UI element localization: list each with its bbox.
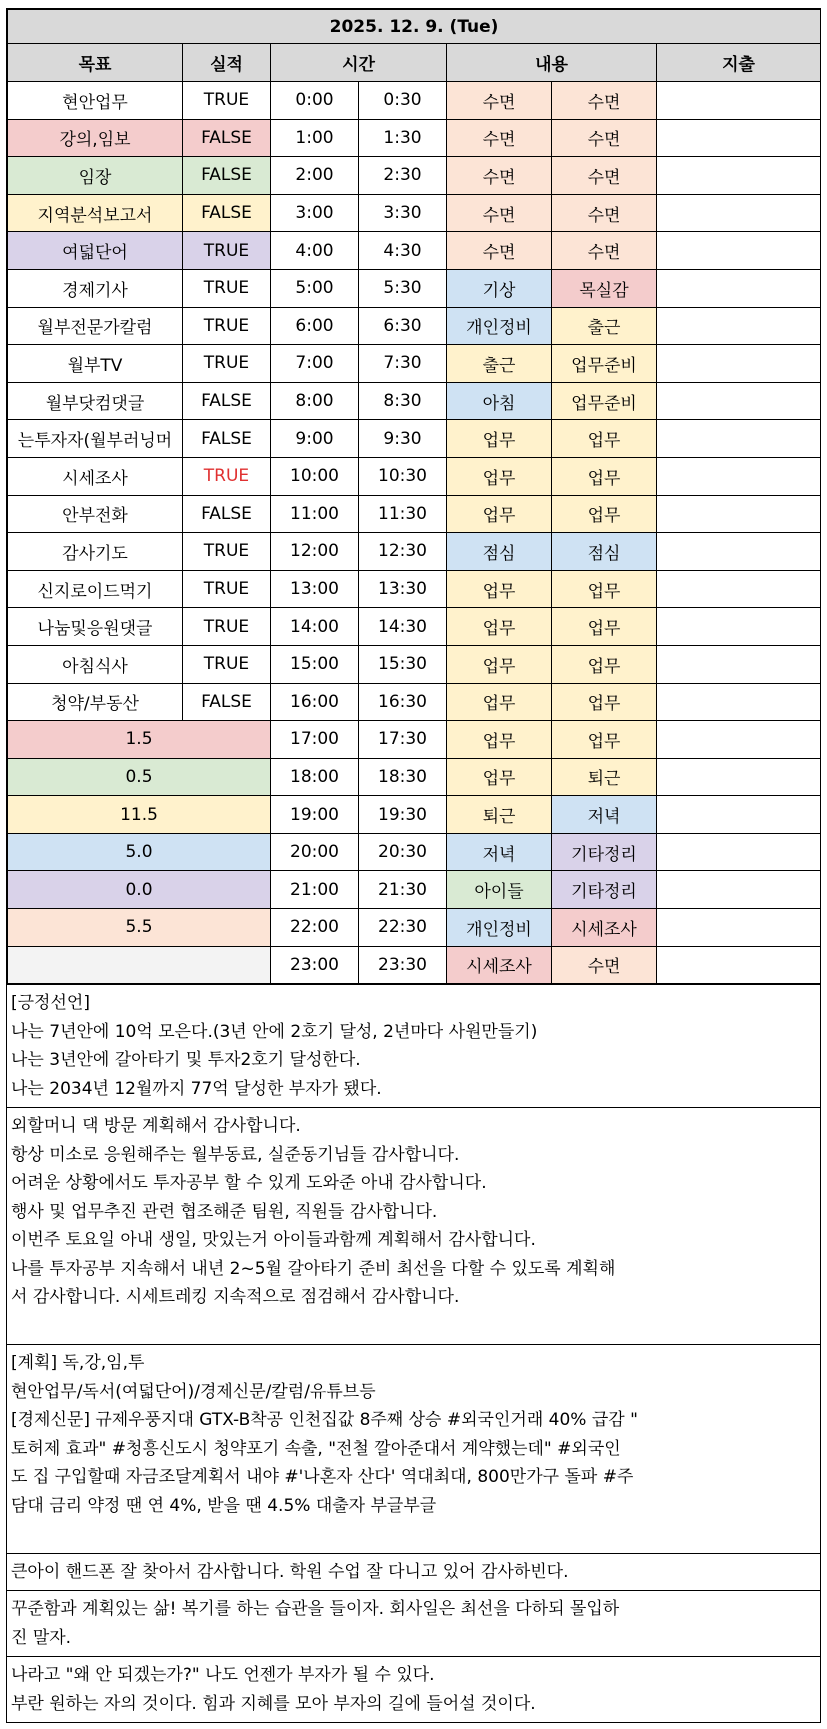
note-line: 외할머니 댁 방문 계획해서 감사합니다. xyxy=(11,1116,301,1137)
content-cell-second[interactable]: 업무 xyxy=(552,721,657,759)
note-line: 진 말자. xyxy=(11,1627,72,1648)
schedule-row xyxy=(8,833,821,871)
expense-cell[interactable] xyxy=(657,119,821,157)
date-title: 2025. 12. 9. (Tue) xyxy=(8,10,821,44)
expense-cell[interactable] xyxy=(657,345,821,383)
time-half-cell[interactable]: 13:30 xyxy=(359,570,447,608)
category-total-cell[interactable]: 1.5 xyxy=(8,721,271,759)
note-line xyxy=(11,1312,814,1341)
note-line: [경제신문] 규제우풍지대 GTX-B착공 인천집값 8주째 상승 #외국인거래 40% 급감 " xyxy=(11,1410,638,1431)
content-cell-first[interactable]: 업무 xyxy=(447,645,552,683)
content-cell-first[interactable]: 수면 xyxy=(447,157,552,195)
content-cell-second[interactable]: 출근 xyxy=(552,307,657,345)
expense-cell[interactable] xyxy=(657,157,821,195)
schedule-row xyxy=(8,119,821,157)
content-cell-first[interactable]: 아침 xyxy=(447,382,552,420)
content-cell-second[interactable]: 수면 xyxy=(552,194,657,232)
time-start-cell[interactable]: 12:00 xyxy=(271,533,359,571)
time-half-cell[interactable]: 1:30 xyxy=(359,119,447,157)
result-cell[interactable]: TRUE xyxy=(183,533,271,571)
note-line: 부란 원하는 자의 것이다. 힘과 지혜를 모아 부자의 길에 들어설 것이다. xyxy=(11,1693,536,1714)
note-block xyxy=(7,1554,820,1592)
note-line: [계획] 독,강,임,투 xyxy=(11,1353,145,1374)
goal-cell[interactable]: 안부전화 xyxy=(8,495,183,533)
note-line: 큰아이 핸드폰 잘 찾아서 감사합니다. 학원 수업 잘 다니고 있어 감사하빈다. xyxy=(11,1561,569,1582)
content-cell-first[interactable]: 저녁 xyxy=(447,833,552,871)
note-block xyxy=(7,1108,820,1345)
schedule-row xyxy=(8,157,821,195)
time-start-cell[interactable]: 18:00 xyxy=(271,758,359,796)
time-half-cell[interactable]: 7:30 xyxy=(359,345,447,383)
category-total-cell[interactable] xyxy=(8,946,271,984)
content-cell-first[interactable]: 업무 xyxy=(447,608,552,646)
content-cell-second[interactable]: 업무 xyxy=(552,570,657,608)
note-line: 나는 2034년 12월까지 77억 달성한 부자가 됐다. xyxy=(11,1078,382,1099)
time-half-cell[interactable]: 22:30 xyxy=(359,909,447,947)
time-start-cell[interactable]: 7:00 xyxy=(271,345,359,383)
expense-cell[interactable] xyxy=(657,232,821,270)
content-cell-second[interactable]: 업무 xyxy=(552,683,657,721)
result-cell[interactable]: TRUE xyxy=(183,457,271,495)
content-cell-first[interactable]: 업무 xyxy=(447,683,552,721)
result-cell[interactable]: FALSE xyxy=(183,194,271,232)
time-start-cell[interactable]: 19:00 xyxy=(271,796,359,834)
schedule-row xyxy=(8,871,821,909)
goal-cell[interactable]: 는투자자(월부러닝머 xyxy=(8,420,183,458)
content-cell-first[interactable]: 아이들 xyxy=(447,871,552,909)
time-half-cell[interactable]: 10:30 xyxy=(359,457,447,495)
goal-cell[interactable]: 월부전문가칼럼 xyxy=(8,307,183,345)
expense-cell[interactable] xyxy=(657,909,821,947)
time-start-cell[interactable]: 16:00 xyxy=(271,683,359,721)
note-block xyxy=(7,1657,820,1722)
time-start-cell[interactable]: 6:00 xyxy=(271,307,359,345)
goal-cell[interactable]: 강의,임보 xyxy=(8,119,183,157)
time-half-cell[interactable]: 19:30 xyxy=(359,796,447,834)
content-cell-second[interactable]: 수면 xyxy=(552,232,657,270)
schedule-row xyxy=(8,533,821,571)
time-start-cell[interactable]: 23:00 xyxy=(271,946,359,984)
time-start-cell[interactable]: 22:00 xyxy=(271,909,359,947)
result-cell[interactable]: TRUE xyxy=(183,570,271,608)
note-line: 현안업무/독서(여덟단어)/경제신문/칼럼/유튜브등 xyxy=(11,1381,376,1402)
schedule-row xyxy=(8,232,821,270)
expense-cell[interactable] xyxy=(657,796,821,834)
time-half-cell[interactable]: 3:30 xyxy=(359,194,447,232)
content-cell-second[interactable]: 수면 xyxy=(552,157,657,195)
schedule-row xyxy=(8,796,821,834)
schedule-row xyxy=(8,946,821,984)
result-cell[interactable]: FALSE xyxy=(183,683,271,721)
time-start-cell[interactable]: 4:00 xyxy=(271,232,359,270)
time-start-cell[interactable]: 14:00 xyxy=(271,608,359,646)
content-cell-first[interactable]: 업무 xyxy=(447,570,552,608)
goal-cell[interactable]: 월부닷컴댓글 xyxy=(8,382,183,420)
content-cell-second[interactable]: 업무준비 xyxy=(552,345,657,383)
expense-cell[interactable] xyxy=(657,495,821,533)
content-cell-first[interactable]: 업무 xyxy=(447,495,552,533)
schedule-row xyxy=(8,307,821,345)
time-start-cell[interactable]: 9:00 xyxy=(271,420,359,458)
time-start-cell[interactable]: 0:00 xyxy=(271,82,359,120)
note-line: 나는 3년안에 갈아타기 및 투자2호기 달성한다. xyxy=(11,1050,361,1071)
header-result: 실적 xyxy=(183,44,271,82)
goal-cell[interactable]: 경제기사 xyxy=(8,269,183,307)
expense-cell[interactable] xyxy=(657,608,821,646)
notes-section xyxy=(7,984,820,1722)
goal-cell[interactable]: 임장 xyxy=(8,157,183,195)
goal-cell[interactable]: 월부TV xyxy=(8,345,183,383)
content-cell-second[interactable]: 기타정리 xyxy=(552,833,657,871)
content-cell-first[interactable]: 업무 xyxy=(447,457,552,495)
time-half-cell[interactable]: 17:30 xyxy=(359,721,447,759)
schedule-row xyxy=(8,269,821,307)
content-cell-second[interactable]: 업무 xyxy=(552,495,657,533)
time-half-cell[interactable]: 15:30 xyxy=(359,645,447,683)
expense-cell[interactable] xyxy=(657,645,821,683)
note-block xyxy=(7,1591,820,1657)
expense-cell[interactable] xyxy=(657,570,821,608)
schedule-row xyxy=(8,495,821,533)
content-cell-first[interactable]: 수면 xyxy=(447,232,552,270)
time-start-cell[interactable]: 10:00 xyxy=(271,457,359,495)
schedule-row xyxy=(8,420,821,458)
content-cell-first[interactable]: 업무 xyxy=(447,721,552,759)
result-cell[interactable]: FALSE xyxy=(183,119,271,157)
expense-cell[interactable] xyxy=(657,946,821,984)
time-half-cell[interactable]: 20:30 xyxy=(359,833,447,871)
time-start-cell[interactable]: 5:00 xyxy=(271,269,359,307)
expense-cell[interactable] xyxy=(657,533,821,571)
time-half-cell[interactable]: 16:30 xyxy=(359,683,447,721)
goal-cell[interactable]: 신지로이드먹기 xyxy=(8,570,183,608)
time-half-cell[interactable]: 21:30 xyxy=(359,871,447,909)
content-cell-second[interactable]: 기타정리 xyxy=(552,871,657,909)
note-block xyxy=(7,1345,820,1554)
note-line: 토허제 효과" #청흥신도시 청약포기 속출, "전철 깔아준대서 계약했는데" #외국인 xyxy=(11,1438,621,1459)
goal-cell[interactable]: 여덟단어 xyxy=(8,232,183,270)
goal-cell[interactable]: 아침식사 xyxy=(8,645,183,683)
goal-cell[interactable]: 감사기도 xyxy=(8,533,183,571)
time-half-cell[interactable]: 14:30 xyxy=(359,608,447,646)
result-cell[interactable]: TRUE xyxy=(183,269,271,307)
expense-cell[interactable] xyxy=(657,194,821,232)
time-half-cell[interactable]: 2:30 xyxy=(359,157,447,195)
goal-cell[interactable]: 현안업무 xyxy=(8,82,183,120)
goal-cell[interactable]: 시세조사 xyxy=(8,457,183,495)
note-line: 이번주 토요일 아내 생일, 맛있는거 아이들과함께 계획해서 감사합니다. xyxy=(11,1230,536,1251)
note-line: 나라고 "왜 안 되겠는가?" 나도 언젠가 부자가 될 수 있다. xyxy=(11,1665,435,1686)
note-line: 꾸준함과 계획있는 삶! 복기를 하는 습관을 들이자. 회사일은 최선을 다하되 몰입하 xyxy=(11,1599,620,1620)
time-half-cell[interactable]: 23:30 xyxy=(359,946,447,984)
goal-cell[interactable]: 나눔및응원댓글 xyxy=(8,608,183,646)
schedule-row xyxy=(8,683,821,721)
schedule-row xyxy=(8,82,821,120)
note-line: 도 집 구입할때 자금조달계획서 내야 #'나혼자 산다' 역대최대, 800만가구 돌파 #주 xyxy=(11,1467,634,1488)
expense-cell[interactable] xyxy=(657,307,821,345)
content-cell-second[interactable]: 시세조사 xyxy=(552,909,657,947)
expense-cell[interactable] xyxy=(657,833,821,871)
time-half-cell[interactable]: 4:30 xyxy=(359,232,447,270)
content-cell-first[interactable]: 수면 xyxy=(447,82,552,120)
category-total-cell[interactable]: 5.5 xyxy=(8,909,271,947)
time-half-cell[interactable]: 9:30 xyxy=(359,420,447,458)
time-half-cell[interactable]: 0:30 xyxy=(359,82,447,120)
category-total-cell[interactable]: 0.5 xyxy=(8,758,271,796)
note-line: [긍정선언] xyxy=(11,993,90,1014)
header-time: 시간 xyxy=(271,44,447,82)
result-cell[interactable]: FALSE xyxy=(183,420,271,458)
time-start-cell[interactable]: 11:00 xyxy=(271,495,359,533)
expense-cell[interactable] xyxy=(657,721,821,759)
note-line: 나는 7년안에 10억 모은다.(3년 안에 2호기 달성, 2년마다 사원만들기) xyxy=(11,1021,538,1042)
result-cell[interactable]: TRUE xyxy=(183,608,271,646)
content-cell-first[interactable]: 시세조사 xyxy=(447,946,552,984)
note-line: 나를 투자공부 지속해서 내년 2~5월 갈아타기 준비 최선을 다할 수 있도록 계획해 xyxy=(11,1258,616,1279)
schedule-row xyxy=(8,645,821,683)
expense-cell[interactable] xyxy=(657,82,821,120)
content-cell-second[interactable]: 퇴근 xyxy=(552,758,657,796)
content-cell-first[interactable]: 개인정비 xyxy=(447,307,552,345)
time-start-cell[interactable]: 13:00 xyxy=(271,570,359,608)
schedule-row xyxy=(8,608,821,646)
time-start-cell[interactable]: 15:00 xyxy=(271,645,359,683)
note-line: 서 감사합니다. 시세트레킹 지속적으로 점검해서 감사합니다. xyxy=(11,1287,460,1308)
expense-cell[interactable] xyxy=(657,382,821,420)
expense-cell[interactable] xyxy=(657,269,821,307)
category-total-cell[interactable]: 5.0 xyxy=(8,833,271,871)
schedule-row xyxy=(8,457,821,495)
note-line: 행사 및 업무추진 관련 협조해준 팀원, 직원들 감사합니다. xyxy=(11,1201,438,1222)
content-cell-second[interactable]: 저녁 xyxy=(552,796,657,834)
schedule-row xyxy=(8,909,821,947)
schedule-row xyxy=(8,194,821,232)
time-start-cell[interactable]: 8:00 xyxy=(271,382,359,420)
time-half-cell[interactable]: 5:30 xyxy=(359,269,447,307)
expense-cell[interactable] xyxy=(657,871,821,909)
content-cell-second[interactable]: 업무준비 xyxy=(552,382,657,420)
time-half-cell[interactable]: 8:30 xyxy=(359,382,447,420)
time-half-cell[interactable]: 18:30 xyxy=(359,758,447,796)
content-cell-first[interactable]: 수면 xyxy=(447,194,552,232)
content-cell-second[interactable]: 수면 xyxy=(552,119,657,157)
content-cell-second[interactable]: 수면 xyxy=(552,82,657,120)
content-cell-second[interactable]: 목실감 xyxy=(552,269,657,307)
goal-cell[interactable]: 청약/부동산 xyxy=(8,683,183,721)
content-cell-second[interactable]: 업무 xyxy=(552,457,657,495)
category-total-cell[interactable]: 11.5 xyxy=(8,796,271,834)
time-start-cell[interactable]: 1:00 xyxy=(271,119,359,157)
result-cell[interactable]: TRUE xyxy=(183,645,271,683)
time-half-cell[interactable]: 6:30 xyxy=(359,307,447,345)
content-cell-second[interactable]: 수면 xyxy=(552,946,657,984)
time-start-cell[interactable]: 21:00 xyxy=(271,871,359,909)
result-cell[interactable]: FALSE xyxy=(183,382,271,420)
content-cell-first[interactable]: 출근 xyxy=(447,345,552,383)
note-block xyxy=(7,985,820,1108)
expense-cell[interactable] xyxy=(657,457,821,495)
content-cell-first[interactable]: 기상 xyxy=(447,269,552,307)
schedule-table xyxy=(7,9,821,984)
schedule-row xyxy=(8,382,821,420)
content-cell-first[interactable]: 퇴근 xyxy=(447,796,552,834)
result-cell[interactable]: TRUE xyxy=(183,232,271,270)
note-line xyxy=(11,1520,814,1549)
result-cell[interactable]: FALSE xyxy=(183,157,271,195)
expense-cell[interactable] xyxy=(657,683,821,721)
schedule-row xyxy=(8,758,821,796)
time-start-cell[interactable]: 20:00 xyxy=(271,833,359,871)
time-half-cell[interactable]: 12:30 xyxy=(359,533,447,571)
note-line: 담대 금리 약정 땐 연 4%, 받을 땐 4.5% 대출자 부글부글 xyxy=(11,1495,437,1516)
note-line: 어려운 상황에서도 투자공부 할 수 있게 도와준 아내 감사합니다. xyxy=(11,1173,487,1194)
content-cell-second[interactable]: 업무 xyxy=(552,608,657,646)
note-line: 항상 미소로 응원해주는 월부동료, 실준동기님들 감사합니다. xyxy=(11,1144,460,1165)
content-cell-second[interactable]: 점심 xyxy=(552,533,657,571)
content-cell-first[interactable]: 업무 xyxy=(447,758,552,796)
expense-cell[interactable] xyxy=(657,420,821,458)
time-half-cell[interactable]: 11:30 xyxy=(359,495,447,533)
header-content: 내용 xyxy=(447,44,657,82)
result-cell[interactable]: FALSE xyxy=(183,495,271,533)
content-cell-second[interactable]: 업무 xyxy=(552,645,657,683)
goal-cell[interactable]: 지역분석보고서 xyxy=(8,194,183,232)
content-cell-first[interactable]: 점심 xyxy=(447,533,552,571)
time-start-cell[interactable]: 2:00 xyxy=(271,157,359,195)
result-cell[interactable]: TRUE xyxy=(183,345,271,383)
time-start-cell[interactable]: 17:00 xyxy=(271,721,359,759)
content-cell-first[interactable]: 업무 xyxy=(447,420,552,458)
content-cell-first[interactable]: 수면 xyxy=(447,119,552,157)
content-cell-second[interactable]: 업무 xyxy=(552,420,657,458)
header-expense: 지출 xyxy=(657,44,821,82)
time-start-cell[interactable]: 3:00 xyxy=(271,194,359,232)
content-cell-first[interactable]: 개인정비 xyxy=(447,909,552,947)
category-total-cell[interactable]: 0.0 xyxy=(8,871,271,909)
schedule-row xyxy=(8,721,821,759)
result-cell[interactable]: TRUE xyxy=(183,307,271,345)
schedule-row xyxy=(8,570,821,608)
header-goal: 목표 xyxy=(8,44,183,82)
schedule-row xyxy=(8,345,821,383)
result-cell[interactable]: TRUE xyxy=(183,82,271,120)
expense-cell[interactable] xyxy=(657,758,821,796)
daily-planner-sheet xyxy=(6,8,821,1723)
